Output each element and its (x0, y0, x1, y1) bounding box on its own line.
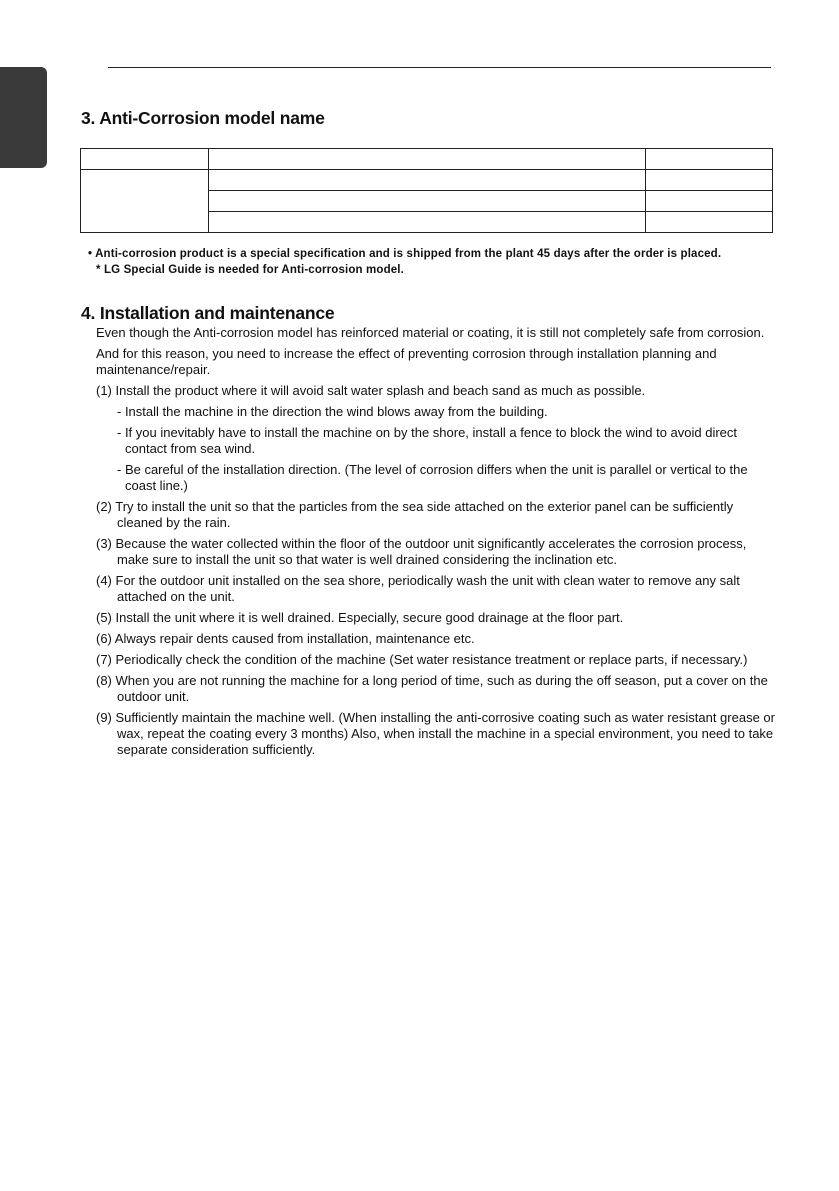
sub-list-item: - If you inevitably have to install the machine on by the shore, install a fence to block the wind to avoid direct contact from sea wind. (117, 425, 738, 456)
table-cell (646, 191, 773, 212)
intro-paragraph: And for this reason, you need to increase the effect of preventing corrosion through installation planning and maintenance/repair. (96, 346, 717, 377)
header-rule (108, 67, 771, 68)
table-cell (646, 170, 773, 191)
language-side-tab (0, 67, 47, 168)
list-item: (3) Because the water collected within the floor of the outdoor unit significantly accelerates the corrosion process, make sure to install the unit so that water is well drained considering the inclination etc. (96, 536, 747, 567)
list-item: (6) Always repair dents caused from installation, maintenance etc. (96, 631, 475, 646)
table-cell (81, 149, 209, 170)
section-3-title: 3. Anti-Corrosion model name (81, 108, 325, 128)
table-group-cell (81, 170, 209, 233)
list-item: (8) When you are not running the machine for a long period of time, such as during the off season, put a cover on the outdoor unit. (96, 673, 768, 704)
model-name-table (80, 148, 773, 233)
table-cell (646, 149, 773, 170)
table-cell (209, 191, 646, 212)
section-4-body (96, 325, 776, 763)
table-header-row (81, 149, 773, 170)
table-cell (209, 170, 646, 191)
intro-paragraph: Even though the Anti-corrosion model has reinforced material or coating, it is still not completely safe from corrosion. (96, 325, 765, 340)
special-guide-note: * LG Special Guide is needed for Anti-corrosion model. (96, 264, 404, 276)
table-cell (209, 149, 646, 170)
shipping-note: • Anti-corrosion product is a special specification and is shipped from the plant 45 days after the order is placed. (88, 248, 722, 260)
list-item: (2) Try to install the unit so that the particles from the sea side attached on the exterior panel can be sufficiently cleaned by the rain. (96, 499, 734, 530)
table-cell (209, 212, 646, 233)
list-item: (1) Install the product where it will avoid salt water splash and beach sand as much as possible. (96, 383, 646, 398)
section-4-title: 4. Installation and maintenance (81, 303, 335, 323)
list-item: (9) Sufficiently maintain the machine well. (When installing the anti-corrosive coating such as water resistant grease or wax, repeat the coating every 3 months) Also, when install the machine in a special environment, you need to take separate consideration sufficiently. (96, 710, 775, 757)
table-cell (646, 212, 773, 233)
list-item: (7) Periodically check the condition of the machine (Set water resistance treatment or replace parts, if necessary.) (96, 652, 748, 667)
table-row (81, 170, 773, 191)
list-item: (5) Install the unit where it is well drained. Especially, secure good drainage at the floor part. (96, 610, 624, 625)
sub-list-item: - Install the machine in the direction the wind blows away from the building. (117, 404, 548, 419)
sub-list-item: - Be careful of the installation direction. (The level of corrosion differs when the unit is parallel or vertical to the coast line.) (117, 462, 748, 493)
list-item: (4) For the outdoor unit installed on the sea shore, periodically wash the unit with clean water to remove any salt attached on the unit. (96, 573, 740, 604)
